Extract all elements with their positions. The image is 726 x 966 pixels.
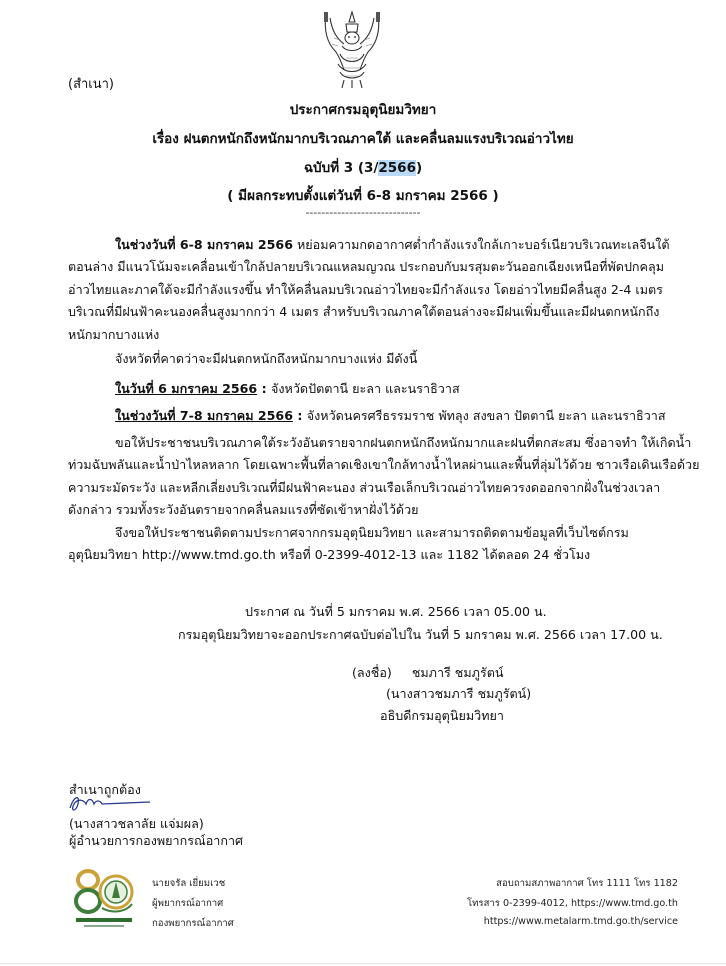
copy-label: (สำเนา)	[68, 77, 115, 92]
province-item: ในวันที่ 6 มกราคม 2566 : จังหวัดปัตตานี ยะลา และนราธิวาส	[115, 381, 460, 396]
paragraph-line: หนักมากบางแห่ง	[68, 326, 160, 342]
forecaster-division: กองพยากรณ์อากาศ	[152, 918, 234, 929]
province-date: ในช่วงวันที่ 7-8 มกราคม 2566	[115, 408, 293, 423]
certifier-name: (นางสาวชลาลัย แจ่มผล)	[69, 816, 204, 831]
paragraph-line: บริเวณที่มีฝนฟ้าคะนองคลื่นสูงมากกว่า 4 เมตร สำหรับบริเวณภาคใต้ตอนล่างจะมีฝนเพิ่มขึ้นและมีฝนตกหนักถึง	[68, 304, 660, 320]
signed-line	[352, 663, 504, 683]
handwritten-signature-icon	[66, 792, 156, 814]
page-edge-divider	[0, 963, 726, 964]
issue-number	[0, 156, 726, 178]
issue-suffix: )	[415, 160, 423, 176]
forecaster-title: ผู้พยากรณ์อากาศ	[152, 898, 224, 909]
contact-paragraph	[68, 522, 678, 567]
signed-name: ชมภารี ชมภูรัตน์	[411, 665, 504, 680]
paragraph-line: ในช่วงวันที่ 6-8 มกราคม 2566 หย่อมความกดอากาศต่ำกำลังแรงใกล้เกาะบอร์เนียวบริเวณทะเลจีนใต้	[115, 237, 670, 252]
metalarm-link[interactable]: https://www.metalarm.tmd.go.th/service	[483, 916, 678, 927]
next-issue-datetime: กรมอุตุนิยมวิทยาจะออกประกาศฉบับต่อไปใน วันที่ 5 มกราคม พ.ศ. 2566 เวลา 17.00 น.	[178, 627, 663, 642]
tmd-80-anniversary-logo-icon	[72, 868, 138, 930]
hotline-info: สอบถามสภาพอากาศ โทร 1111 โทร 1182	[496, 878, 678, 889]
fax-website-info[interactable]: โทรสาร 0-2399-4012, https://www.tmd.go.th	[466, 898, 678, 909]
issue-year-selected[interactable]: 2566	[378, 160, 416, 176]
subject-title: เรื่อง ฝนตกหนักถึงหนักมากบริเวณภาคใต้ และคลื่นลมแรงบริเวณอ่าวไทย	[152, 131, 574, 147]
certifier-position: ผู้อำนวยการกองพยากรณ์อากาศ	[69, 833, 244, 848]
effective-dates: ( มีผลกระทบตั้งแต่วันที่ 6-8 มกราคม 2566 )	[227, 188, 499, 204]
garuda-emblem-icon	[320, 8, 384, 90]
paragraph-line: ขอให้ประชาชนบริเวณภาคใต้ระวังอันตรายจากฝนตกหนักถึงหนักมากและฝนที่ตกสะสม ซึ่งอาจทำ ให้เกิดน้ำ	[115, 435, 692, 450]
forecaster-name: นายจรัล เยี่ยมเวช	[152, 878, 226, 889]
signer-full-name: (นางสาวชมภารี ชมภูรัตน์)	[386, 686, 532, 701]
province-item: ในช่วงวันที่ 7-8 มกราคม 2566 : จังหวัดนครศรีธรรมราช พัทลุง สงขลา ปัตตานี ยะลา และนราธิวาส	[115, 408, 666, 423]
paragraph-line: อ่าวไทยและภาคใต้จะมีกำลังแรงขึ้น ทำให้คลื่นลมบริเวณอ่าวไทยจะมีกำลังแรง โดยอ่าวไทยมีคลื่นสูง 2-4 เมตร	[68, 281, 663, 297]
issue-prefix: ฉบับที่ 3 (3/	[303, 160, 379, 176]
province-areas: จังหวัดนครศรีธรรมราช พัทลุง สงขลา ปัตตานี ยะลา และนราธิวาส	[306, 408, 666, 423]
agency-title: ประกาศกรมอุตุนิยมวิทยา	[289, 102, 437, 118]
paragraph-line: ความระมัดระวัง และหลีกเลี่ยงบริเวณที่มีฝนฟ้าคะนอง ส่วนเรือเล็กบริเวณอ่าวไทยควรงดออกจากฝั่งในช่วงเวลา	[68, 479, 661, 495]
signer-position: อธิบดีกรมอุตุนิยมวิทยา	[380, 708, 504, 723]
paragraph-line: ตอนล่าง มีแนวโน้มจะเคลื่อนเข้าใกล้ปลายบริเวณแหลมญวณ ประกอบกับมรสุมตะวันออกเฉียงเหนือที่พัดปกคลุม	[68, 259, 665, 275]
signed-label: (ลงชื่อ)	[352, 665, 392, 680]
certified-copy-label: สำเนาถูกต้อง	[69, 782, 141, 797]
provinces-intro: จังหวัดที่คาดว่าจะมีฝนตกหนักถึงหนักมากบางแห่ง มีดังนี้	[115, 351, 418, 366]
date-range-lead: ในช่วงวันที่ 6-8 มกราคม 2566	[115, 237, 293, 252]
warning-paragraph	[68, 432, 700, 522]
province-date: ในวันที่ 6 มกราคม 2566	[115, 381, 258, 396]
separator-line: -----------------------------	[305, 206, 421, 219]
paragraph-line: อุตุนิยมวิทยา http://www.tmd.go.th หรือที่ 0-2399-4012-13 และ 1182 ได้ตลอด 24 ชั่วโมง	[68, 547, 591, 563]
situation-paragraph	[68, 234, 678, 346]
announced-datetime: ประกาศ ณ วันที่ 5 มกราคม พ.ศ. 2566 เวลา 05.00 น.	[245, 604, 547, 619]
paragraph-line: ดังกล่าว รวมทั้งระวังอันตรายจากคลื่นลมแรงที่ซัดเข้าหาฝั่งไว้ด้วย	[68, 502, 419, 518]
province-areas: จังหวัดปัตตานี ยะลา และนราธิวาส	[271, 381, 460, 396]
paragraph-line: จึงขอให้ประชาชนติดตามประกาศจากกรมอุตุนิยมวิทยา และสามารถติดตามข้อมูลที่เว็บไซต์กรม	[115, 525, 629, 540]
paragraph-line: ท่วมฉับพลันและน้ำป่าไหลหลาก โดยเฉพาะพื้นที่ลาดเชิงเขาใกล้ทางน้ำไหลผ่านและพื้นที่ลุ่มไว้ด้วย ชาวเรือเดินเรือด้วย	[68, 457, 700, 473]
